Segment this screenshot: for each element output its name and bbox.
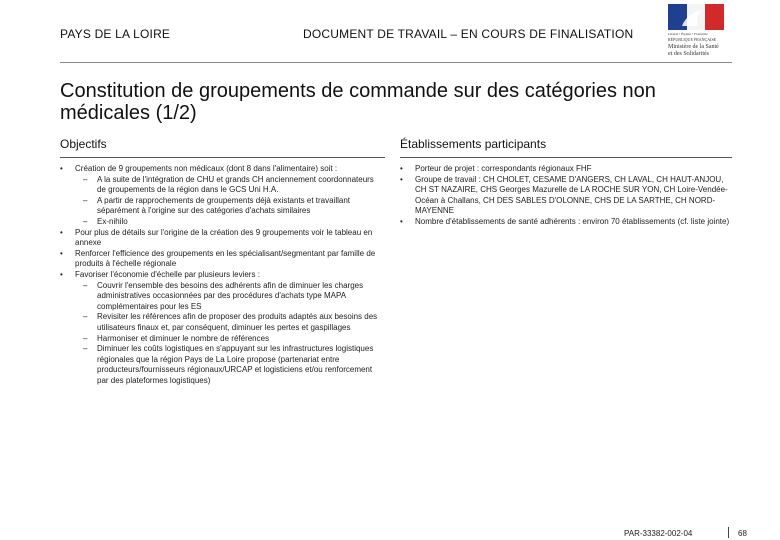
list-item: • Nombre d'établissements de santé adhérents : environ 70 établissements (cf. liste jointe) [400,217,730,228]
logo-republic: RÉPUBLIQUE FRANÇAISE [668,37,717,42]
list-item-text: Renforcer l'efficience des groupements en les spécialisant/segmentant par famille de produits à l'échelle régionale [75,248,376,269]
sub-list [75,175,380,228]
etablissements-list [400,164,730,228]
sub-list-item: – A la suite de l'intégration de CHU et grands CH anciennement coordonnateurs de groupements de la région dans le GCS Uni H.A. [75,175,380,196]
sub-list-item: – A partir de rapprochements de groupements déjà existants et travaillant séparément à l'origine sur des catégories d'achats similaires [75,196,380,217]
objectifs-divider [60,157,385,158]
list-item-text: Création de 9 groupements non médicaux (dont 8 dans l'alimentaire) soit : [75,164,338,173]
objectifs-list [60,164,380,386]
logo-motto: Liberté • Égalité • Fraternité [668,32,708,36]
etablissements-heading: Établissements participants [400,137,547,151]
sub-list-item: – Ex-nihilo [75,217,380,228]
sub-list-item: – Diminuer les coûts logistiques en s'appuyant sur les infrastructures logistiques régionales que la région Pays de La Loire propose (partenariat entre producteurs/fournisseurs régionaux/URCAP et logisticiens et/ou renforcement par des plateformes logistiques) [75,344,380,386]
logo-ministry-line1: Ministère de la Santé [668,44,719,50]
list-item: • Porteur de projet : correspondants régionaux FHF [400,164,730,175]
sub-list-item: – Couvrir l'ensemble des besoins des adhérents afin de diminuer les charges administratives occasionnées par des procédures d'achats type MAPA complémentaires pour les ES [75,281,380,313]
header-region: PAYS DE LA LOIRE [60,27,171,41]
page-title: Constitution de groupements de commande sur des catégories non médicales (1/2) [60,80,656,124]
sub-list-item: – Harmoniser et diminuer le nombre de références [75,334,380,345]
logo-ministry-line2: et des Solidarités [668,51,709,57]
etablissements-divider [400,157,732,158]
sub-list-item: – Revisiter les références afin de proposer des produits adaptés aux besoins des utilisateurs finaux et, par conséquent, diminuer les pertes et gaspillages [75,312,380,333]
page-number: 68 [738,529,747,538]
header-doc-status: DOCUMENT DE TRAVAIL – EN COURS DE FINALISATION [303,27,634,41]
list-item-text: Pour plus de détails sur l'origine de la création des 9 groupements voir le tableau en annexe [75,227,373,248]
list-item [60,164,380,228]
document-reference: PAR-33382-002-04 [624,529,693,538]
sub-list [75,281,380,387]
footer-separator [728,527,729,538]
header-divider [60,62,732,63]
list-item [60,228,380,249]
list-item [60,270,380,387]
french-flag-icon [668,4,724,30]
list-item-text: Favoriser l'économie d'échelle par plusieurs leviers : [75,269,260,279]
list-item: • Groupe de travail : CH CHOLET, CESAME D'ANGERS, CH LAVAL, CH HAUT-ANJOU, CH ST NAZAIRE, CHS Georges Mazurelle de LA ROCHE SUR YON, CH Loire-Vendée-Océan à Challans, CH DES SABLES D'OLONNE, CHS DE LA SARTHE, CH NORD-MAYENNE [400,175,730,217]
objectifs-heading: Objectifs [60,137,107,151]
ministry-logo [668,4,728,62]
list-item [60,249,380,270]
